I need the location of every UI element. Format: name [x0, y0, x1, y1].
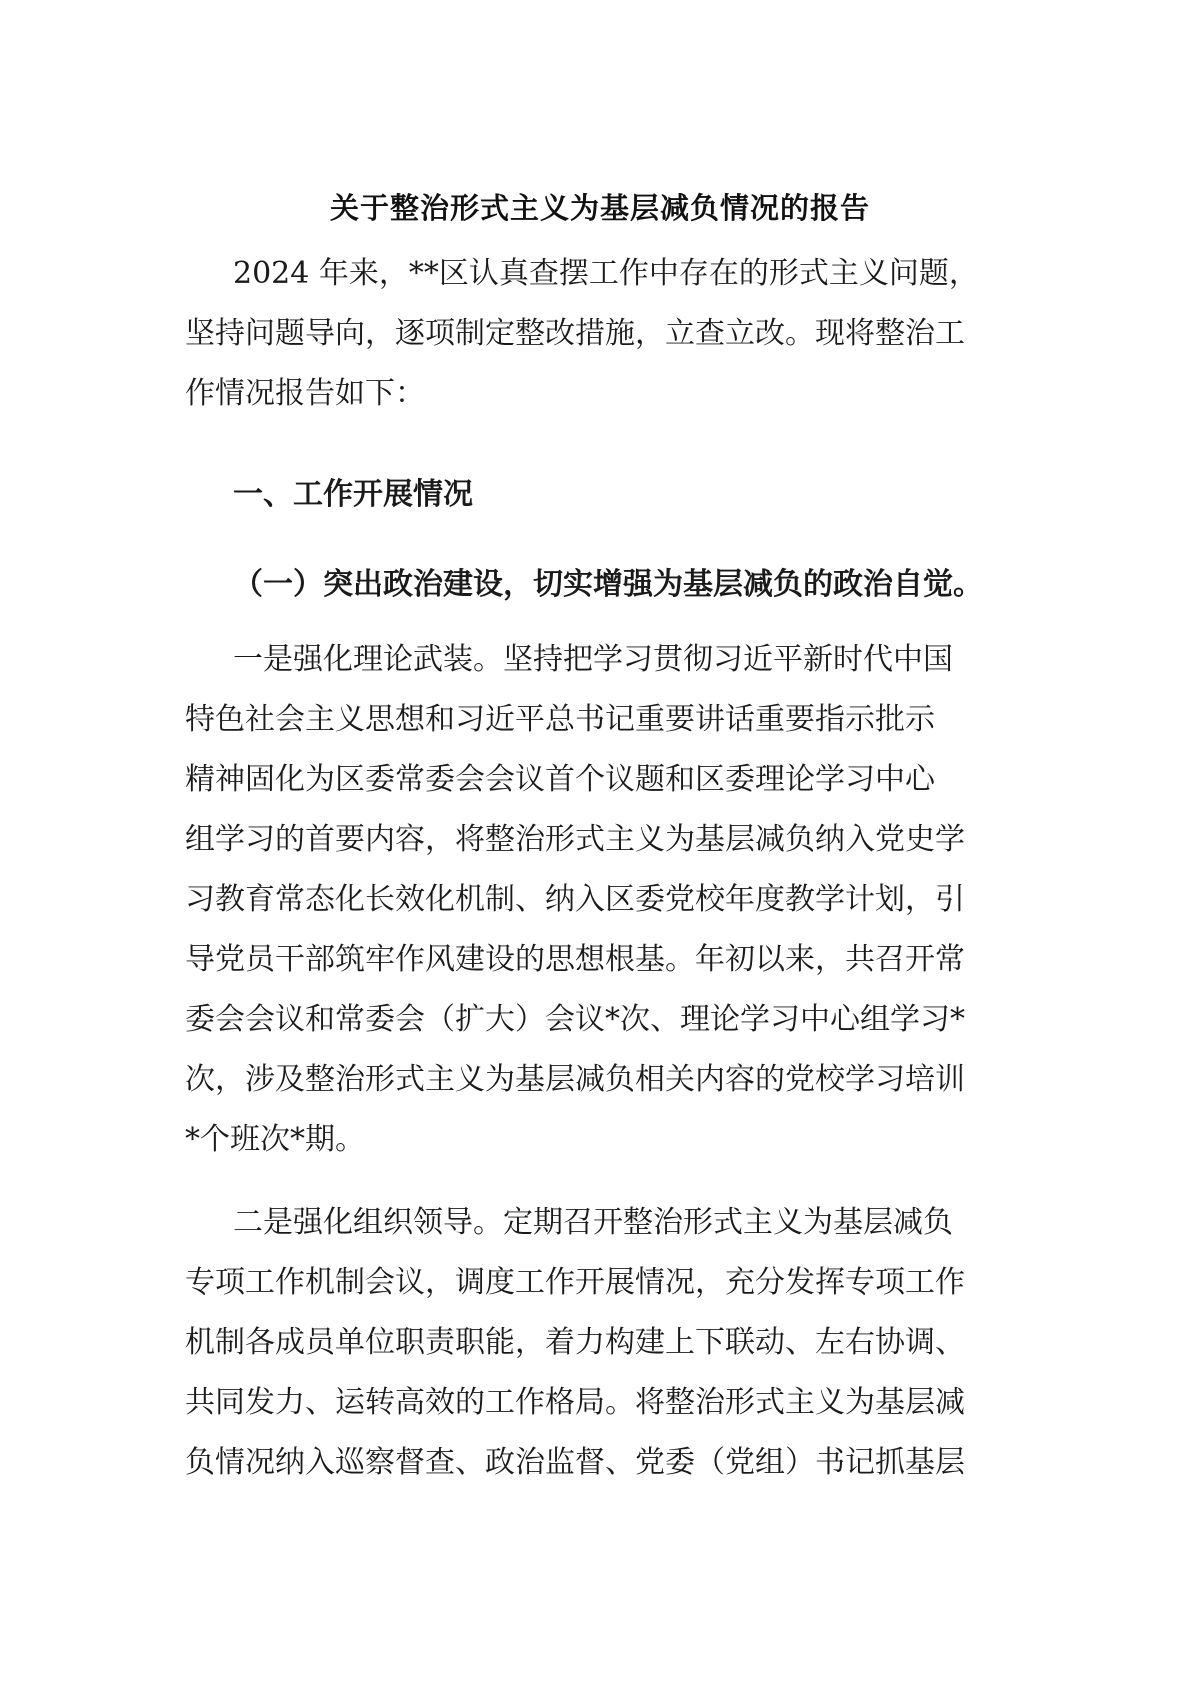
line-text: 负情况纳入巡察督查、政治监督、党委（党组）书记抓基层 [185, 1445, 965, 1480]
line-text: 一是强化理论武装。坚持把学习贯彻习近平新时代中国 [233, 642, 953, 677]
line-text: 专项工作机制会议，调度工作开展情况，充分发挥专项工作 [185, 1265, 965, 1300]
line-text: 导党员干部筑牢作风建设的思想根基。年初以来，共召开常 [185, 942, 965, 977]
line-text: 一、工作开展情况 [233, 477, 473, 512]
line-text: （一）突出政治建设，切实增强为基层减负的政治自觉。 [233, 567, 983, 602]
line-text: 共同发力、运转高效的工作格局。将整治形式主义为基层减 [185, 1385, 965, 1420]
line-text: 二是强化组织领导。定期召开整治形式主义为基层减负 [233, 1205, 953, 1240]
line-text: 委会会议和常委会（扩大）会议*次、理论学习中心组学习* [185, 1002, 965, 1037]
document-title: 关于整治形式主义为基层减负情况的报告 [329, 191, 870, 225]
line-text: 坚持问题导向，逐项制定整改措施，立查立改。现将整治工 [185, 316, 965, 351]
line-text: 机制各成员单位职责职能，着力构建上下联动、左右协调、 [185, 1325, 965, 1360]
line-text: 特色社会主义思想和习近平总书记重要讲话重要指示批示 [185, 702, 935, 737]
line-text: 组学习的首要内容，将整治形式主义为基层减负纳入党史学 [185, 822, 965, 857]
line-text: 2024 年来，**区认真查摆工作中存在的形式主义问题， [233, 256, 979, 291]
line-text: 次，涉及整治形式主义为基层减负相关内容的党校学习培训 [185, 1062, 965, 1097]
line-text: 习教育常态化长效化机制、纳入区委党校年度教学计划，引 [185, 882, 965, 917]
line-text: 作情况报告如下： [185, 376, 425, 411]
line-text: *个班次*期。 [185, 1122, 365, 1157]
line-text: 精神固化为区委常委会会议首个议题和区委理论学习中心 [185, 762, 935, 797]
